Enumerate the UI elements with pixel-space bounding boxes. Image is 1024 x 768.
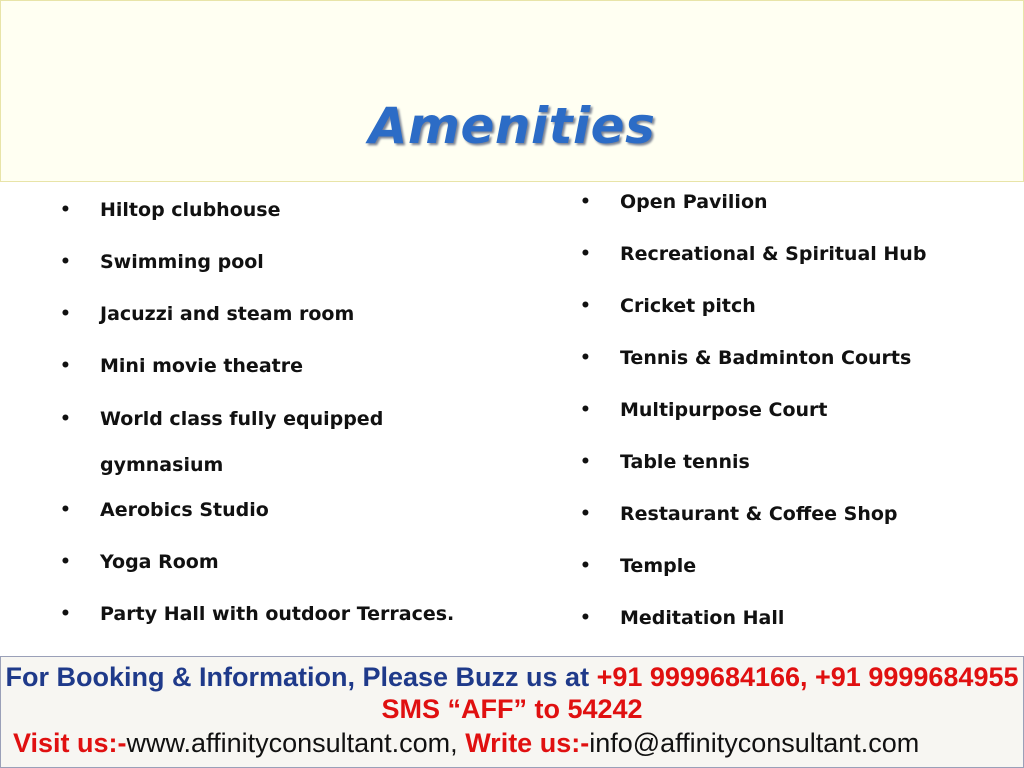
list-item — [580, 292, 1010, 321]
bullet-icon: • — [580, 244, 591, 264]
amenities-list-right — [580, 188, 1010, 656]
list-item-label: Temple — [620, 555, 697, 577]
list-item-label: Hiltop clubhouse — [100, 199, 281, 221]
list-item — [60, 248, 480, 277]
list-item-label: Recreational & Spiritual Hub — [620, 243, 927, 265]
booking-line — [1, 661, 1023, 693]
write-label: Write us:- — [465, 728, 590, 758]
list-item — [60, 196, 480, 225]
bullet-icon: • — [60, 304, 71, 324]
bullet-icon: • — [60, 252, 71, 272]
list-item — [580, 396, 1010, 425]
list-item — [60, 352, 480, 381]
list-item-label: Jacuzzi and steam room — [100, 303, 355, 325]
list-item — [580, 344, 1010, 373]
title-banner — [0, 0, 1024, 182]
list-item — [60, 548, 480, 577]
list-item — [580, 188, 1010, 217]
bullet-icon: • — [60, 552, 71, 572]
list-item-label: Mini movie theatre — [100, 355, 303, 377]
visit-label: Visit us:- — [13, 728, 127, 758]
list-item-label: Multipurpose Court — [620, 399, 828, 421]
list-item-label: Restaurant & Coffee Shop — [620, 503, 898, 525]
list-item — [580, 500, 1010, 529]
list-item — [580, 448, 1010, 477]
list-item — [580, 240, 1010, 269]
list-item — [60, 300, 480, 329]
bullet-icon: • — [60, 500, 71, 520]
list-item — [60, 396, 400, 488]
list-item-label: Cricket pitch — [620, 295, 756, 317]
bullet-icon: • — [580, 348, 591, 368]
page-title: Amenities — [368, 97, 656, 155]
list-item-label: Table tennis — [620, 451, 750, 473]
list-item — [580, 552, 1010, 581]
list-item-label: Party Hall with outdoor Terraces. — [100, 603, 455, 625]
bullet-icon: • — [580, 400, 591, 420]
sms-line: SMS “AFF” to 54242 — [381, 694, 643, 724]
bullet-icon: • — [580, 296, 591, 316]
list-item-label: Aerobics Studio — [100, 499, 269, 521]
list-item-label: Meditation Hall — [620, 607, 785, 629]
contact-line — [13, 727, 919, 759]
bullet-icon: • — [60, 604, 71, 624]
website-link[interactable]: www.affinityconsultant.com, — [126, 728, 466, 758]
list-item — [580, 604, 1010, 633]
list-item — [60, 496, 480, 525]
contact-footer — [0, 656, 1024, 768]
list-item — [60, 600, 480, 629]
phone-numbers[interactable]: +91 9999684166, +91 9999684955 — [596, 662, 1019, 692]
bullet-icon: • — [580, 452, 591, 472]
list-item-label: World class fully equipped gymnasium — [100, 408, 384, 476]
bullet-icon: • — [60, 200, 71, 220]
list-item-label: Open Pavilion — [620, 191, 768, 213]
bullet-icon: • — [580, 608, 591, 628]
bullet-icon: • — [580, 192, 591, 212]
bullet-icon: • — [60, 356, 71, 376]
email-link[interactable]: info@affinityconsultant.com — [589, 728, 920, 758]
bullet-icon: • — [60, 409, 71, 429]
list-item-label: Tennis & Badminton Courts — [620, 347, 912, 369]
bullet-icon: • — [580, 504, 591, 524]
list-item-label: Yoga Room — [100, 551, 219, 573]
amenities-list-left — [60, 196, 480, 652]
list-item-label: Swimming pool — [100, 251, 264, 273]
booking-text: For Booking & Information, Please Buzz us at — [5, 662, 597, 692]
bullet-icon: • — [580, 556, 591, 576]
